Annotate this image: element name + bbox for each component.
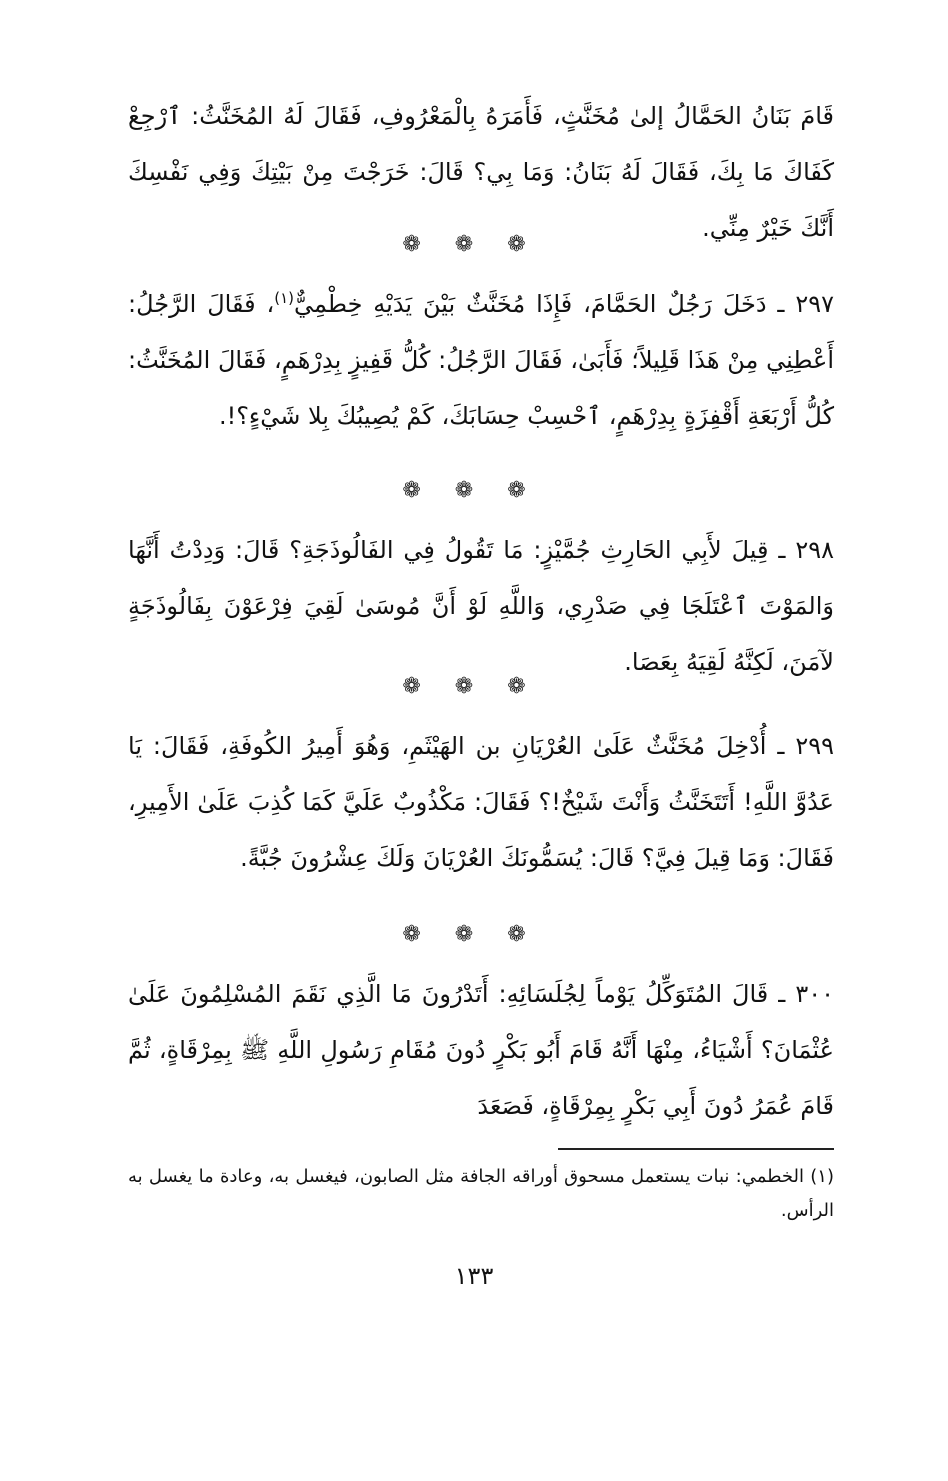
anecdote-300 — [128, 966, 834, 1134]
section-divider-ornament — [128, 232, 834, 257]
ornament-flower-icon: ❁ — [454, 674, 508, 699]
ornament-flower-icon: ❁ — [402, 674, 455, 699]
section-divider-ornament — [128, 922, 834, 947]
paragraph-continuation — [128, 88, 834, 256]
ornament-flower-icon: ❁ — [507, 674, 560, 699]
page-number: ١٣٣ — [454, 1262, 494, 1290]
paragraph-text: ٣٠٠ ـ قَالَ المُتَوَكِّلُ يَوْماً لِجُلَسَائِهِ: أَتَدْرُونَ مَا الَّذِي نَقَمَ المُسْلِمُونَ عَلَىٰ عُثْمَانَ؟ أَشْيَاءُ، مِنْهَا أَنَّهُ قَامَ أَبُو بَكْرٍ دُونَ مُقَامِ رَسُولِ اللَّهِ ﷺ بِمِرْقَاةٍ، ثُمَّ قَامَ عُمَرُ دُونَ أَبِي بَكْرٍ بِمِرْقَاةٍ، فَصَعَدَ — [128, 980, 834, 1120]
ornament-flower-icon: ❁ — [402, 922, 455, 947]
paragraph-text: قَامَ بَنَانُ الحَمَّالُ إلىٰ مُخَنَّثٍ، فَأَمَرَهُ بِالْمَعْرُوفِ، فَقَالَ لَهُ المُخَنَّثُ: ٱرْجِعْ كَفَاكَ مَا بِكَ، فَقَالَ لَهُ بَنَانُ: وَمَا بِي؟ قَالَ: خَرَجْتَ مِنْ بَيْتِكَ وَفِي نَفْسِكَ أَنَّكَ خَيْرٌ مِنِّي. — [128, 102, 834, 242]
ornament-flower-icon: ❁ — [454, 478, 508, 503]
footnote-divider — [558, 1148, 834, 1150]
anecdote-298 — [128, 522, 834, 690]
footnote — [128, 1160, 834, 1228]
ornament-flower-icon: ❁ — [507, 922, 560, 947]
ornament-flower-icon: ❁ — [402, 478, 455, 503]
ornament-flower-icon: ❁ — [454, 922, 508, 947]
footnote-text: (١) الخطمي: نبات يستعمل مسحوق أوراقه الجافة مثل الصابون، فيغسل به، وعادة ما يغسل به الرأس. — [128, 1166, 834, 1221]
section-divider-ornament — [128, 674, 834, 699]
anecdote-299 — [128, 718, 834, 886]
footnote-reference[interactable]: (١) — [274, 289, 294, 307]
ornament-flower-icon: ❁ — [454, 232, 508, 257]
paragraph-text: ٢٩٨ ـ قِيلَ لأَبِي الحَارِثِ جُمَّيْزٍ: مَا تَقُولُ فِي الفَالُوذَجَةِ؟ قَالَ: وَدِدْتُ أَنَّهَا وَالمَوْتَ ٱعْتَلَجَا فِي صَدْرِي، وَاللَّهِ لَوْ أَنَّ مُوسَىٰ لَقِيَ فِرْعَوْنَ بِفَالُوذَجَةٍ لآمَنَ، لَكِنَّهُ لَقِيَهُ بِعَصَا. — [128, 536, 834, 676]
anecdote-297 — [128, 276, 834, 444]
ornament-flower-icon: ❁ — [402, 232, 455, 257]
paragraph-text-continued: ، فَقَالَ الرَّجُلُ: أَعْطِنِي مِنْ هَذَا قَلِيلاً؛ فَأَبَىٰ، فَقَالَ الرَّجُلُ: كُلُّ قَفِيزٍ بِدِرْهَمٍ، فَقَالَ المُخَنَّثُ: كُلُّ أَرْبَعَةِ أَقْفِزَةٍ بِدِرْهَمٍ، ٱحْسِبْ حِسَابَكَ، كَمْ يُصِيبُكَ بِلا شَيْءٍ؟!. — [128, 290, 834, 430]
ornament-flower-icon: ❁ — [507, 232, 560, 257]
paragraph-text: ٢٩٧ ـ دَخَلَ رَجُلٌ الحَمَّامَ، فَإِذَا مُخَنَّثٌ بَيْنَ يَدَيْهِ خِطْمِيٌّ — [294, 290, 834, 318]
section-divider-ornament — [128, 478, 834, 503]
paragraph-text: ٢٩٩ ـ أُدْخِلَ مُخَنَّثٌ عَلَىٰ العُرْيَانِ بن الهَيْثَمِ، وَهُوَ أَمِيرُ الكُوفَةِ، فَقَالَ: يَا عَدُوَّ اللَّهِ! أَتَتَخَنَّثُ وَأَنْتَ شَيْخٌ!؟ فَقَالَ: مَكْذُوبٌ عَلَيَّ كَمَا كُذِبَ عَلَىٰ الأَمِيرِ، فَقَالَ: وَمَا قِيلَ فِيَّ؟ قَالَ: يُسَمُّونَكَ العُرْيَانَ وَلَكَ عِشْرُونَ جُبَّةً. — [128, 732, 834, 872]
ornament-flower-icon: ❁ — [507, 478, 560, 503]
